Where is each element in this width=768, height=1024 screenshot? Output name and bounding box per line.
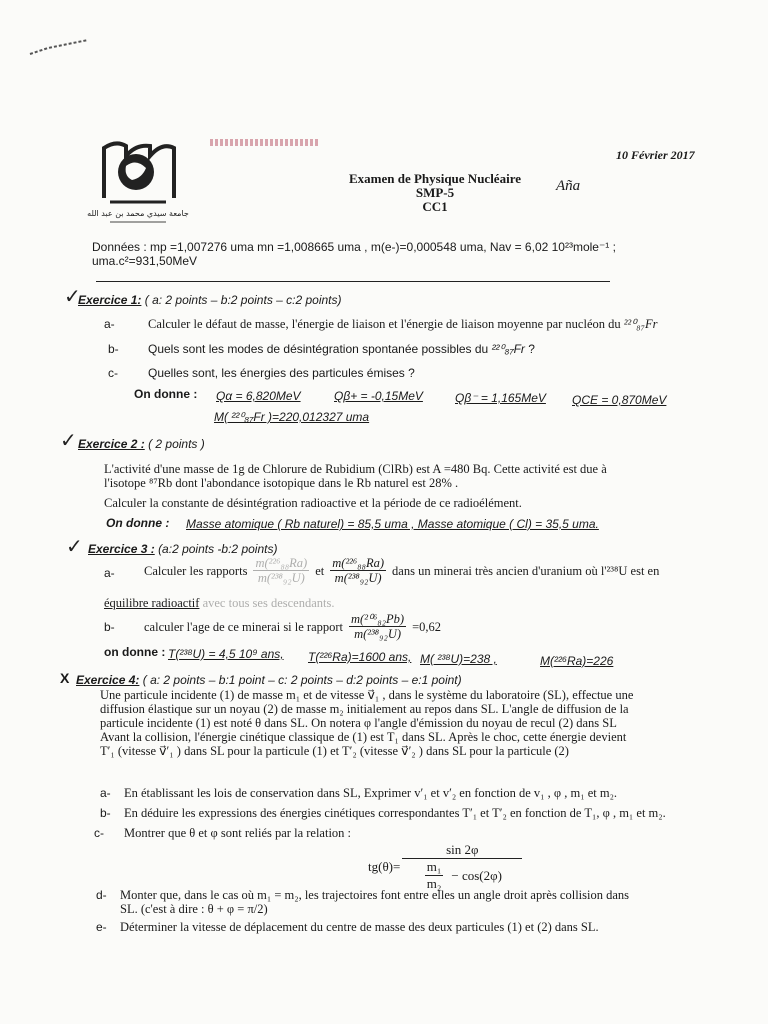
exercise-4-line3: particule incidente (1) est noté θ dans SL. On notera φ l'angle d'émission du noyau de recul (2) dans SL <box>100 716 617 730</box>
exercise-2-given: Masse atomique ( Rb naturel) = 85,5 uma , Masse atomique ( Cl) = 35,5 uma. <box>186 517 599 531</box>
equilibrium-term: équilibre radioactif <box>104 596 200 610</box>
exercise-3-on-donne: on donne : <box>104 645 166 659</box>
ink-stain <box>210 139 320 146</box>
relation-equation <box>368 842 524 892</box>
exam-title: Examen de Physique Nucléaire <box>348 171 521 186</box>
fraction-denominator: m(²³⁸₉₂U) <box>257 571 305 585</box>
exercise-4-body <box>100 688 700 758</box>
given-data <box>92 240 712 268</box>
exam-title-block <box>300 172 570 214</box>
fraction-denominator: m(²³⁸₉₂U) <box>334 571 382 585</box>
exercise-4-b-label: b- <box>100 806 111 820</box>
exercise-3-a-label: a- <box>104 566 115 580</box>
exercise-3-b-label: b- <box>104 620 115 634</box>
q-ce: QCE = 0,870MeV <box>572 393 667 407</box>
exercise-4-c-text: Montrer que θ et φ sont reliés par la relation : <box>124 826 352 840</box>
exercise-4-points: ( a: 2 points – b:1 point – c: 2 points – d:2 points – e:1 point) <box>142 673 462 687</box>
exercise-1-c-text: Quelles sont, les énergies des particules émises ? <box>148 366 415 380</box>
exercise-1-title: Exercice 1: <box>78 293 142 307</box>
exercise-4-line4: Avant la collision, l'énergie cinétique classique de (1) est T₁ dans SL. Après le choc, cette énergie devient <box>100 730 627 744</box>
ratio-value: =0,62 <box>412 619 442 634</box>
exercise-4-line1: Une particule incidente (1) de masse m₁ et de vitesse v⃗₁ , dans le système du laboratoire (SL), effectue une <box>100 688 634 702</box>
exercise-4-a-label: a- <box>100 786 111 800</box>
cross-mark-icon: X <box>60 670 70 686</box>
exercise-2-title: Exercice 2 : <box>78 437 145 451</box>
exercise-4-d-line2: SL. (c'est à dire : θ + φ = π/2) <box>120 902 268 916</box>
fraction-pb-u <box>349 612 406 641</box>
equation-fraction <box>402 842 522 892</box>
given-data-line1: Données : mp =1,007276 uma mn =1,008665 uma , m(e-)=0,000548 uma, Nav = 6,02 10²³mole⁻¹ ; <box>92 240 616 254</box>
nuclide-fr: ²²⁰₈₇Fr <box>623 317 658 331</box>
equation-lhs: tg(θ)= <box>368 859 401 874</box>
exercise-1-a-label: a- <box>104 317 115 331</box>
exercise-3-a <box>144 556 659 585</box>
exam-code: CC1 <box>422 199 448 214</box>
exam-class: SMP-5 <box>415 185 455 200</box>
exercise-4-d <box>120 888 700 916</box>
given-data-line2: uma.c²=931,50MeV <box>92 254 198 268</box>
mass-ratio-numerator: m₁ <box>426 859 442 874</box>
exercise-4-d-line1: Monter que, dans le cas où m₁ = m₂, les trajectoires font entre elles un angle droit après collision dans <box>120 888 630 902</box>
fraction-denominator: m(²³⁸₉₂U) <box>354 627 402 641</box>
exercise-2-question: Calculer la constante de désintégration radioactive et la période de ce radioélément. <box>104 496 522 510</box>
exercise-3-points: (a:2 points -b:2 points) <box>158 542 278 556</box>
exercise-3-title: Exercice 3 : <box>88 542 155 556</box>
exercise-4-heading <box>76 673 462 687</box>
exercise-3-b <box>144 612 441 641</box>
mass-ra: M(²²⁶Ra)=226 <box>540 654 614 668</box>
exercise-4-d-label: d- <box>96 888 107 902</box>
mass-u: M( ²³⁸U)=238 , <box>420 652 497 666</box>
exercise-2-on-donne: On donne : <box>106 516 170 530</box>
nuclide-fr: ²²⁰₈₇Fr <box>491 342 525 356</box>
exercise-1-a <box>148 317 657 331</box>
exercise-2-heading <box>78 437 205 451</box>
cos-term: − cos(2φ) <box>451 867 502 883</box>
ink-speck <box>28 38 98 56</box>
exercise-2-points: ( 2 points ) <box>148 437 205 451</box>
exercise-4-c-label: c- <box>94 826 104 840</box>
exercise-1-a-text: Calculer le défaut de masse, l'énergie de liaison et l'énergie de liaison moyenne par nucléon du <box>148 317 621 331</box>
exercise-4-line2: diffusion élastique sur un noyau (2) de masse m₂ initialement au repos dans SL. L'angle de diffusion de la <box>100 702 629 716</box>
exercise-3-a-text: Calculer les rapports <box>144 563 248 578</box>
q-alpha: Qα = 6,820MeV <box>216 389 301 403</box>
exercise-3-b-text: calculer l'age de ce minerai si le rapport <box>144 619 344 634</box>
fraction-ra-u-faded <box>253 556 309 585</box>
divider <box>96 281 610 282</box>
exercise-2-line2: l'isotope ⁸⁷Rb dont l'abondance isotopique dans le Rb naturel est 28% . <box>104 476 459 490</box>
exercise-2-body <box>104 462 696 510</box>
half-life-u: T(²³⁸U) = 4,5 10⁹ ans, <box>168 647 284 661</box>
exercise-3-heading <box>88 542 277 556</box>
exercise-3-a-line2 <box>104 596 334 610</box>
exercise-4-line5: T′₁ (vitesse v⃗′₁ ) dans SL pour la particule (1) et T′₂ (vitesse v⃗′₂ ) dans SL pour la particule (2) <box>100 744 569 758</box>
exercise-1-points: ( a: 2 points – b:2 points – c:2 points) <box>144 293 342 307</box>
conjunction: et <box>315 563 325 578</box>
q-beta-minus: Qβ⁻ = 1,165MeV <box>455 391 546 405</box>
exercise-4-e-text: Déterminer la vitesse de déplacement du centre de masse des deux particules (1) et (2) dans SL. <box>120 920 599 934</box>
exercise-4-title: Exercice 4: <box>76 673 140 687</box>
exercise-3-a-line2-text: avec tous ses descendants. <box>202 596 335 610</box>
handwritten-scribble: Aña <box>556 178 581 194</box>
logo-caption: جامعة سيدي محمد بن عبد الله <box>87 209 189 218</box>
exercise-1-b-end: ? <box>528 342 535 356</box>
exam-date: 10 Février 2017 <box>616 148 695 162</box>
checkmark-icon: ✓ <box>60 428 77 452</box>
mass-fr: M( ²²⁰₈₇Fr )=220,012327 uma <box>214 410 370 424</box>
q-beta-plus: Qβ+ = -0,15MeV <box>334 389 423 403</box>
checkmark-icon: ✓ <box>64 284 81 308</box>
exercise-2-line1: L'activité d'une masse de 1g de Chlorure de Rubidium (ClRb) est A =480 Bq. Cette activité est due à <box>104 462 607 476</box>
fraction-numerator: m(²⁰⁶₈₂Pb) <box>351 612 405 626</box>
exercise-1-b <box>148 342 535 356</box>
exercise-1-b-text: Quels sont les modes de désintégration spontanée possibles du <box>148 342 489 356</box>
mass-ratio-denominator: m₂ <box>426 876 442 891</box>
checkmark-icon: ✓ <box>66 534 83 558</box>
exercise-1-on-donne: On donne : <box>134 387 198 401</box>
fraction-ra-u <box>330 556 386 585</box>
equation-numerator: sin 2φ <box>402 842 522 859</box>
university-logo <box>87 138 189 230</box>
exercise-1-heading <box>78 293 342 307</box>
exercise-4-a-text: En établissant les lois de conservation dans SL, Exprimer v′₁ et v′₂ en fonction de v₁ , φ , m₁ et m₂. <box>124 786 618 800</box>
half-life-ra: T(²²⁶Ra)=1600 ans, <box>308 650 412 664</box>
exercise-1-b-label: b- <box>108 342 119 356</box>
exercise-1-c-label: c- <box>108 366 118 380</box>
fraction-numerator: m(²²⁶₈₈Ra) <box>332 556 385 570</box>
exercise-3-a-text-end: dans un minerai très ancien d'uranium où l'²³⁸U est en <box>392 563 660 578</box>
exercise-4-b-text: En déduire les expressions des énergies cinétiques correspondantes T′₁ et T′₂ en fonction de T₁, φ , m₁ et m₂. <box>124 806 666 820</box>
exercise-4-e-label: e- <box>96 920 107 934</box>
fraction-numerator: m(²²⁶₈₈Ra) <box>255 556 308 570</box>
